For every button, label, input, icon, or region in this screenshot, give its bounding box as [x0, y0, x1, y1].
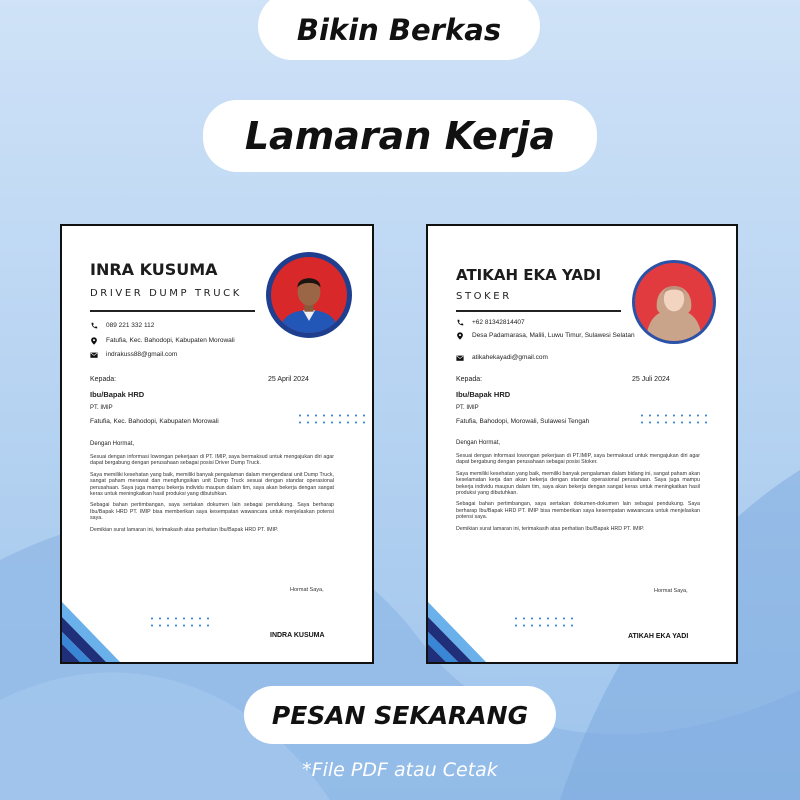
order-now-button[interactable]: PESAN SEKARANG [244, 686, 556, 744]
address-row [90, 337, 270, 345]
phone-row [90, 322, 270, 330]
phone-text: +62 81342814407 [472, 319, 525, 326]
company: PT. IMIP [456, 405, 479, 411]
divider [90, 310, 255, 312]
applicant-name: ATIKAH EKA YADI [456, 266, 602, 284]
paragraph-1: Sesuai dengan informasi lowongan pekerjaan di PT.IMIP, saya bermaksud untuk mengajukan diri agar dapat bergabung dengan perusahaan sebagai posisi Stoker. [456, 453, 700, 466]
paragraph-3: Sebagai bahan pertimbangan, saya sertakan dokumen lain sebagai pendukung. Saya berharap Ibu/Bapak HRD PT. IMIP bisa memberikan saya kesempatan wawancara untuk menjelaskan potensi saya. [90, 502, 334, 522]
corner-stripes [62, 592, 142, 662]
dots-decoration [638, 412, 710, 426]
location-pin-icon [456, 332, 464, 340]
to-label: Kepada: [456, 376, 483, 383]
phone-text: 089 221 332 112 [106, 322, 155, 329]
paragraph-2: Saya memiliki kesehatan yang baik, memiliki banyak pengalaman dalam mengendarai unit Dump Truck, sangat paham merawat dan mengfungsikan unit Dump Truck sesuai dengan standar operasional perusahaan. Saya juga mampu bekerja individu maupun dalam tim, saya akan bekerja dengan sangat keras untuk meningkatkan hasil produksi yang dibutuhkan. [90, 471, 334, 498]
email-text: indrakuss88@gmail.com [106, 351, 178, 358]
recipient: Ibu/Bapak HRD [90, 390, 145, 399]
greeting: Dengan Hormat, [456, 440, 501, 446]
address-text: Fatufia, Kec. Bahodopi, Kabupaten Morowali [106, 337, 235, 344]
phone-icon [90, 322, 98, 330]
signature-name: ATIKAH EKA YADI [628, 633, 689, 640]
paragraph-1: Sesuai dengan informasi lowongan pekerjaan di PT. IMIP, saya bermaksud untuk mengajukan diri agar dapat bergabung dengan perusahaan sebagai posisi Driver Dump Truck. [90, 454, 334, 467]
email-icon [90, 351, 98, 359]
title-line-1: Bikin Berkas [258, 0, 540, 60]
paragraph-2: Saya memiliki kesehatan yang baik, memiliki banyak pengalaman dalam bidang ini, sangat paham akan keselamatan kerja dan akan bekerja dengan standar operasional perusahaan. Saya juga mampu bekerja individu maupun dalam tim, saya akan bekerja dengan sangat keras untuk meningkatkan hasil produksi yang dibutuhkan. [456, 470, 700, 497]
closing: Hormat Saya, [290, 587, 324, 593]
phone-row [456, 319, 636, 327]
phone-icon [456, 319, 464, 327]
address-text: Desa Padamarasa, Malili, Luwu Timur, Sulawesi Selatan [472, 332, 635, 339]
dots-decoration [512, 615, 576, 627]
address-row [456, 332, 636, 340]
email-row [456, 354, 636, 362]
letter-body [90, 454, 334, 538]
cv-preview-1 [60, 224, 374, 664]
company-address: Fatufia, Kec. Bahodopi, Kabupaten Morowali [90, 418, 219, 425]
company: PT. IMIP [90, 405, 113, 411]
dots-decoration [296, 412, 368, 426]
cv-preview-2 [426, 224, 738, 664]
letter-body [456, 453, 700, 537]
corner-stripes [428, 592, 508, 662]
paragraph-4: Demikian surat lamaran ini, terimakasih atas perhatian Ibu/Bapak HRD PT. IMIP. [456, 525, 645, 532]
letter-date: 25 April 2024 [268, 376, 309, 383]
applicant-role: DRIVER DUMP TRUCK [90, 288, 242, 299]
company-address: Fatufia, Bahodopi, Morowali, Sulawesi Tengah [456, 418, 590, 425]
applicant-name: INRA KUSUMA [90, 260, 218, 279]
divider [456, 310, 621, 312]
format-note: *File PDF atau Cetak [302, 759, 498, 781]
location-pin-icon [90, 337, 98, 345]
letter-date: 25 Juli 2024 [632, 376, 670, 383]
applicant-photo [632, 260, 716, 344]
paragraph-4: Demikian surat lamaran ini, terimakasih atas perhatian Ibu/Bapak HRD PT. IMIP. [90, 526, 279, 533]
greeting: Dengan Hormat, [90, 441, 135, 447]
title-line-2: Lamaran Kerja [203, 100, 597, 172]
email-row [90, 351, 270, 359]
applicant-photo [266, 252, 352, 338]
recipient: Ibu/Bapak HRD [456, 390, 511, 399]
to-label: Kepada: [90, 376, 117, 383]
email-icon [456, 354, 464, 362]
applicant-role: STOKER [456, 291, 512, 302]
dots-decoration [148, 615, 212, 627]
paragraph-3: Sebagai bahan pertimbangan, saya sertakan dokumen-dokumen lain sebagai pendukung. Saya berharap Ibu/Bapak HRD PT. IMIP bisa memberikan saya kesempatan wawancara untuk menjelaskan potensi saya. [456, 501, 700, 521]
email-text: atikahekayadi@gmail.com [472, 354, 548, 361]
signature-name: INDRA KUSUMA [270, 632, 325, 639]
closing: Hormat Saya, [654, 588, 688, 594]
